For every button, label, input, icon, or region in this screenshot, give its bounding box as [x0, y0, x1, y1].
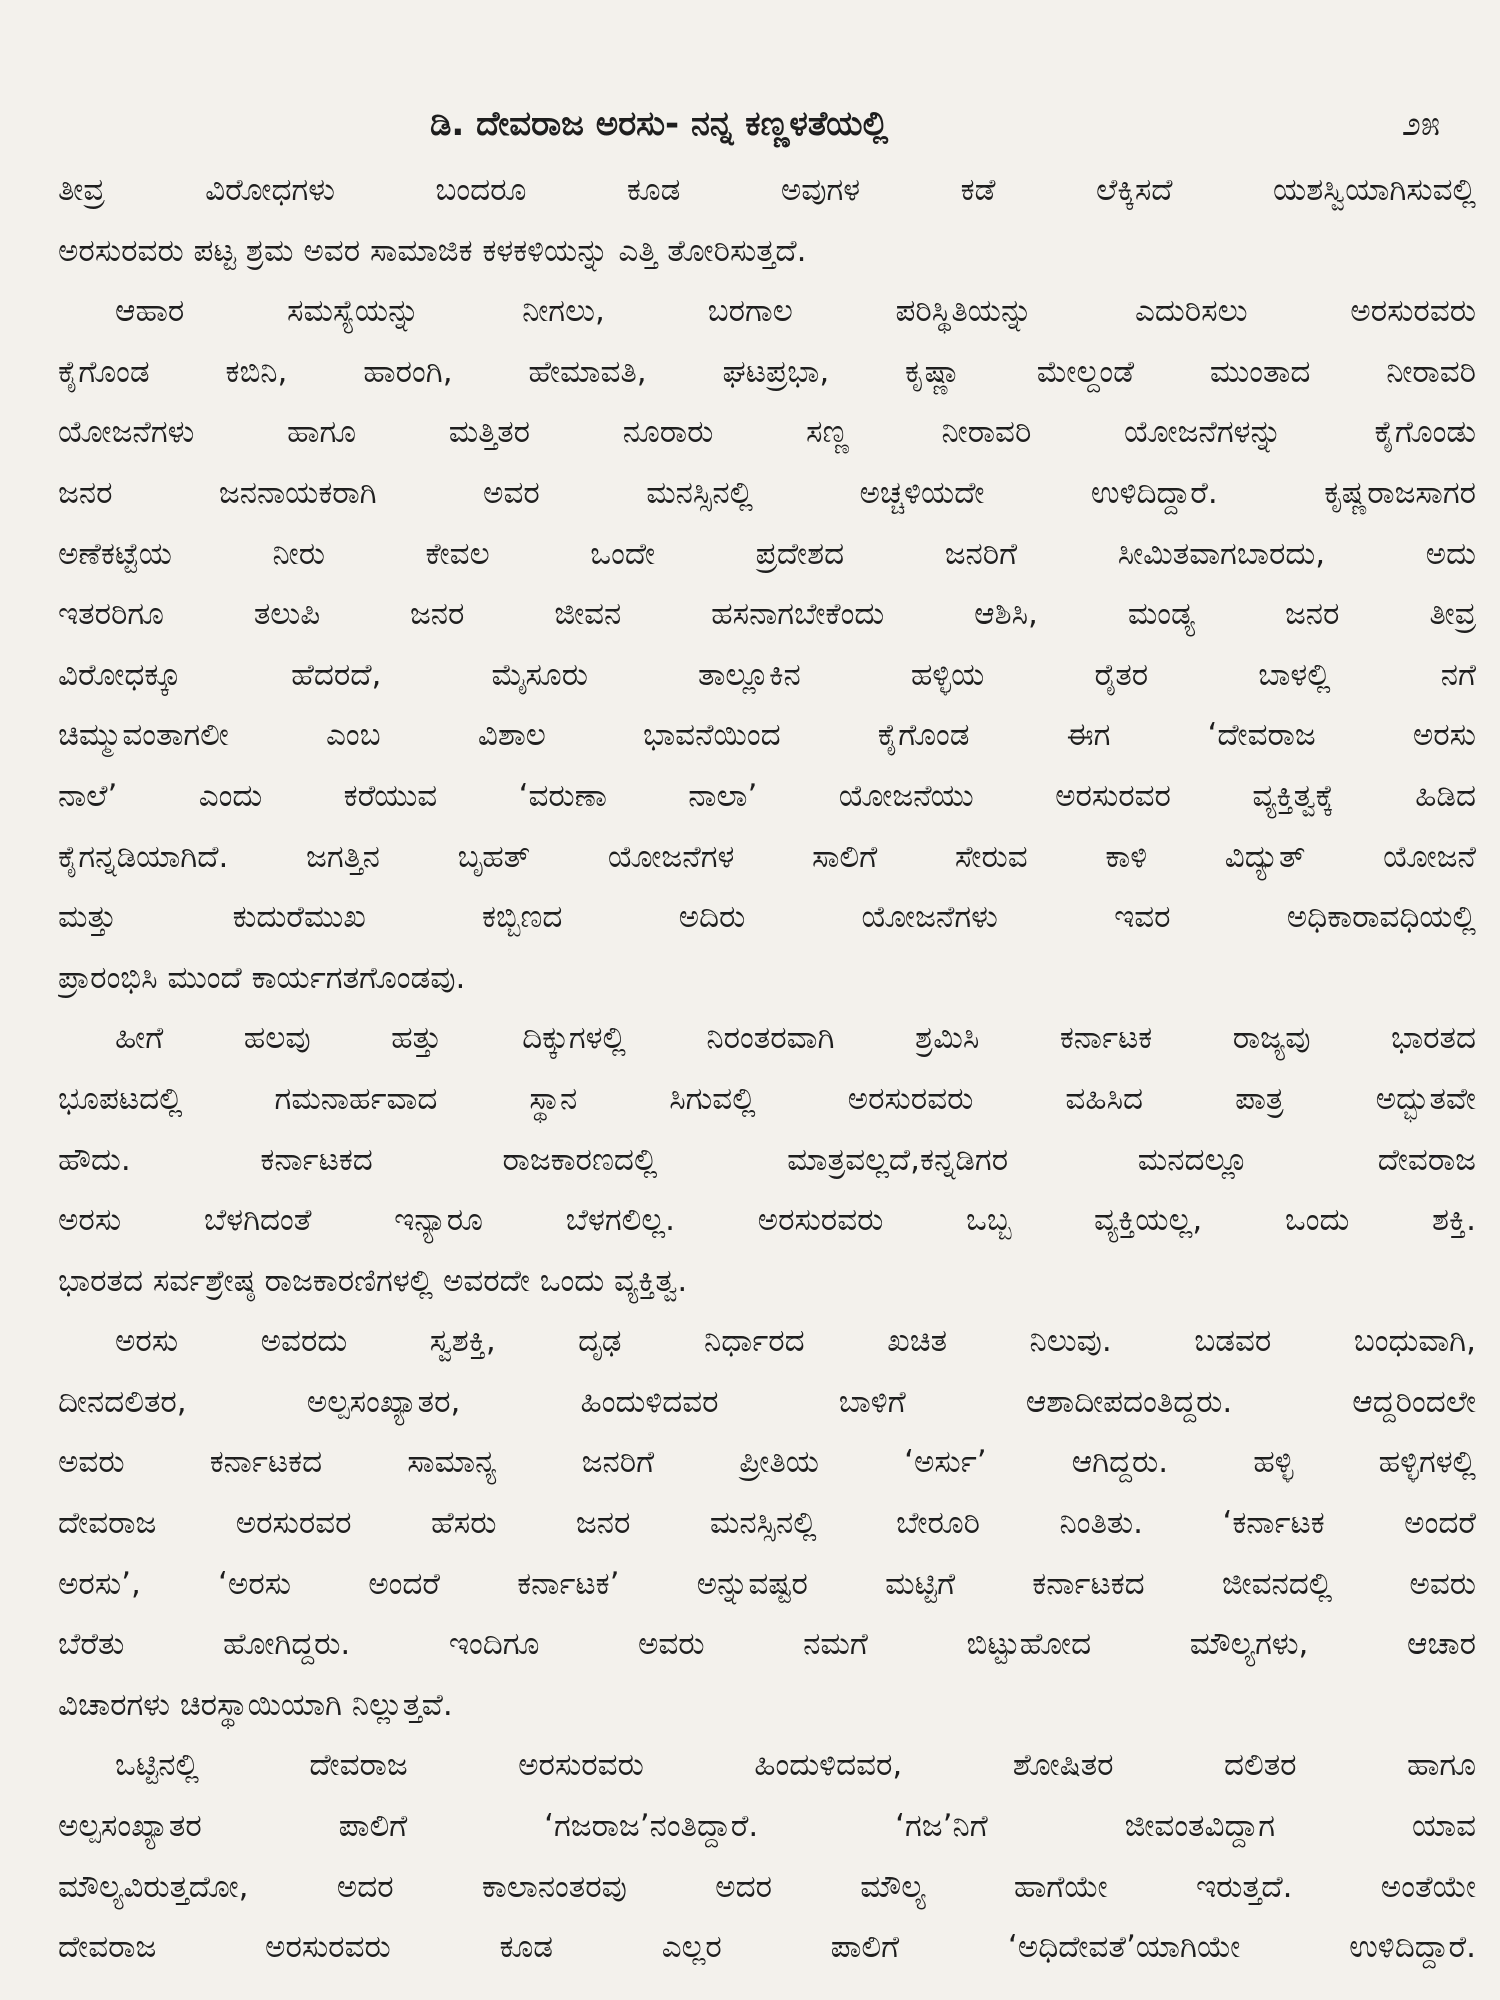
page-body	[58, 160, 1476, 1978]
running-header	[0, 104, 1500, 164]
paragraph-start-line: ಹೀಗೆ ಹಲವು ಹತ್ತು ದಿಕ್ಕುಗಳಲ್ಲಿ ನಿರಂತರವಾಗಿ ಶ್ರಮಿಸಿ ಕರ್ನಾಟಕ ರಾಜ್ಯವು ಭಾರತದ	[115, 1020, 1476, 1057]
text-line: ವಿರೋಧಕ್ಕೂ ಹೆದರದೆ, ಮೈಸೂರು ತಾಲ್ಲೂಕಿನ ಹಳ್ಳಿಯ ರೈತರ ಬಾಳಲ್ಲಿ ನಗೆ	[58, 656, 1476, 693]
text-line: ಅವರು ಕರ್ನಾಟಕದ ಸಾಮಾನ್ಯ ಜನರಿಗೆ ಪ್ರೀತಿಯ ‘ಅರ್ಸು’ ಆಗಿದ್ದರು. ಹಳ್ಳಿ ಹಳ್ಳಿಗಳಲ್ಲಿ	[58, 1444, 1476, 1481]
text-line: ಕೈಗೊಂಡ ಕಬಿನಿ, ಹಾರಂಗಿ, ಹೇಮಾವತಿ, ಘಟಪ್ರಭಾ, ಕೃಷ್ಣಾ ಮೇಲ್ದಂಡೆ ಮುಂತಾದ ನೀರಾವರಿ	[58, 353, 1476, 390]
text-line: ದೇವರಾಜ ಅರಸುರವರ ಹೆಸರು ಜನರ ಮನಸ್ಸಿನಲ್ಲಿ ಬೇರೂರಿ ನಿಂತಿತು. ‘ಕರ್ನಾಟಕ ಅಂದರೆ	[58, 1505, 1476, 1542]
text-line: ಪ್ರಾರಂಭಿಸಿ ಮುಂದೆ ಕಾರ್ಯಗತಗೊಂಡವು.	[58, 959, 466, 996]
text-line: ನಾಲೆ’ ಎಂದು ಕರೆಯುವ ‘ವರುಣಾ ನಾಲಾ’ ಯೋಜನೆಯು ಅರಸುರವರ ವ್ಯಕ್ತಿತ್ವಕ್ಕೆ ಹಿಡಿದ	[58, 777, 1476, 814]
text-line: ಅರಸು ಬೆಳಗಿದಂತೆ ಇನ್ಯಾರೂ ಬೆಳಗಲಿಲ್ಲ. ಅರಸುರವರು ಒಬ್ಬ ವ್ಯಕ್ತಿಯಲ್ಲ, ಒಂದು ಶಕ್ತಿ.	[58, 1202, 1476, 1239]
text-line: ವಿಚಾರಗಳು ಚಿರಸ್ಥಾಯಿಯಾಗಿ ನಿಲ್ಲುತ್ತವೆ.	[58, 1686, 453, 1723]
text-line: ಭಾರತದ ಸರ್ವಶ್ರೇಷ್ಠ ರಾಜಕಾರಣಿಗಳಲ್ಲಿ ಅವರದೇ ಒಂದು ವ್ಯಕ್ತಿತ್ವ.	[58, 1262, 688, 1299]
text-line: ಭೂಪಟದಲ್ಲಿ ಗಮನಾರ್ಹವಾದ ಸ್ಥಾನ ಸಿಗುವಲ್ಲಿ ಅರಸುರವರು ವಹಿಸಿದ ಪಾತ್ರ ಅದ್ಭುತವೇ	[58, 1080, 1476, 1117]
text-line: ಅಣೆಕಟ್ಟೆಯ ನೀರು ಕೇವಲ ಒಂದೇ ಪ್ರದೇಶದ ಜನರಿಗೆ ಸೀಮಿತವಾಗಬಾರದು, ಅದು	[58, 535, 1476, 572]
paragraph-start-line: ಆಹಾರ ಸಮಸ್ಯೆಯನ್ನು ನೀಗಲು, ಬರಗಾಲ ಪರಿಸ್ಥಿತಿಯನ್ನು ಎದುರಿಸಲು ಅರಸುರವರು	[115, 293, 1476, 330]
text-line: ಇತರರಿಗೂ ತಲುಪಿ ಜನರ ಜೀವನ ಹಸನಾಗಬೇಕೆಂದು ಆಶಿಸಿ, ಮಂಡ್ಯ ಜನರ ತೀವ್ರ	[58, 596, 1476, 633]
text-line: ದೇವರಾಜ ಅರಸುರವರು ಕೂಡ ಎಲ್ಲರ ಪಾಲಿಗೆ ‘ಅಧಿದೇವತೆ’ಯಾಗಿಯೇ ಉಳಿದಿದ್ದಾರೆ.	[58, 1929, 1476, 1966]
paragraph-start-line: ಒಟ್ಟಿನಲ್ಲಿ ದೇವರಾಜ ಅರಸುರವರು ಹಿಂದುಳಿದವರ, ಶೋಷಿತರ ದಲಿತರ ಹಾಗೂ	[115, 1747, 1476, 1784]
text-line: ಮೌಲ್ಯವಿರುತ್ತದೋ, ಅದರ ಕಾಲಾನಂತರವು ಅದರ ಮೌಲ್ಯ ಹಾಗೆಯೇ ಇರುತ್ತದೆ. ಅಂತೆಯೇ	[58, 1868, 1476, 1905]
text-line: ಜನರ ಜನನಾಯಕರಾಗಿ ಅವರ ಮನಸ್ಸಿನಲ್ಲಿ ಅಚ್ಚಳಿಯದೇ ಉಳಿದಿದ್ದಾರೆ. ಕೃಷ್ಣರಾಜಸಾಗರ	[58, 474, 1476, 511]
text-line: ತೀವ್ರ ವಿರೋಧಗಳು ಬಂದರೂ ಕೂಡ ಅವುಗಳ ಕಡೆ ಲೆಕ್ಕಿಸದೆ ಯಶಸ್ವಿಯಾಗಿಸುವಲ್ಲಿ	[58, 172, 1476, 208]
text-line: ಅಲ್ಪಸಂಖ್ಯಾತರ ಪಾಲಿಗೆ ‘ಗಜರಾಜ’ನಂತಿದ್ದಾರೆ. ‘ಗಜ’ನಿಗೆ ಜೀವಂತವಿದ್ದಾಗ ಯಾವ	[58, 1808, 1476, 1845]
text-line: ಅರಸು’, ‘ಅರಸು ಅಂದರೆ ಕರ್ನಾಟಕ’ ಅನ್ನುವಷ್ಟರ ಮಟ್ಟಿಗೆ ಕರ್ನಾಟಕದ ಜೀವನದಲ್ಲಿ ಅವರು	[58, 1565, 1476, 1602]
page-number: ೨೫	[1401, 104, 1440, 144]
text-line: ಮತ್ತು ಕುದುರೆಮುಖ ಕಬ್ಬಿಣದ ಅದಿರು ಯೋಜನೆಗಳು ಇವರ ಅಧಿಕಾರಾವಧಿಯಲ್ಲಿ	[58, 899, 1476, 936]
text-line: ಅರಸುರವರು ಪಟ್ಟ ಶ್ರಮ ಅವರ ಸಾಮಾಜಿಕ ಕಳಕಳಿಯನ್ನು ಎತ್ತಿ ತೋರಿಸುತ್ತದೆ.	[58, 232, 807, 269]
text-line: ಯೋಜನೆಗಳು ಹಾಗೂ ಮತ್ತಿತರ ನೂರಾರು ಸಣ್ಣ ನೀರಾವರಿ ಯೋಜನೆಗಳನ್ನು ಕೈಗೊಂಡು	[58, 414, 1476, 451]
text-line: ಕೈಗನ್ನಡಿಯಾಗಿದೆ. ಜಗತ್ತಿನ ಬೃಹತ್ ಯೋಜನೆಗಳ ಸಾಲಿಗೆ ಸೇರುವ ಕಾಳಿ ವಿದ್ಯುತ್ ಯೋಜನೆ	[58, 838, 1476, 875]
text-line: ಹೌದು. ಕರ್ನಾಟಕದ ರಾಜಕಾರಣದಲ್ಲಿ ಮಾತ್ರವಲ್ಲದೆ,ಕನ್ನಡಿಗರ ಮನದಲ್ಲೂ ದೇವರಾಜ	[58, 1141, 1476, 1178]
text-line: ಬೆರೆತು ಹೋಗಿದ್ದರು. ಇಂದಿಗೂ ಅವರು ನಮಗೆ ಬಿಟ್ಟುಹೋದ ಮೌಲ್ಯಗಳು, ಆಚಾರ	[58, 1626, 1476, 1663]
text-line: ದೀನದಲಿತರ, ಅಲ್ಪಸಂಖ್ಯಾತರ, ಹಿಂದುಳಿದವರ ಬಾಳಿಗೆ ಆಶಾದೀಪದಂತಿದ್ದರು. ಆದ್ದರಿಂದಲೇ	[58, 1383, 1476, 1420]
running-title: ಡಿ. ದೇವರಾಜ ಅರಸು- ನನ್ನ ಕಣ್ಣಳತೆಯಲ್ಲಿ	[430, 104, 889, 144]
paragraph-start-line: ಅರಸು ಅವರದು ಸ್ವಶಕ್ತಿ, ದೃಢ ನಿರ್ಧಾರದ ಖಚಿತ ನಿಲುವು. ಬಡವರ ಬಂಧುವಾಗಿ,	[115, 1323, 1476, 1360]
text-line: ಚಿಮ್ಮುವಂತಾಗಲೀ ಎಂಬ ವಿಶಾಲ ಭಾವನೆಯಿಂದ ಕೈಗೊಂಡ ಈಗ ‘ದೇವರಾಜ ಅರಸು	[58, 717, 1476, 754]
